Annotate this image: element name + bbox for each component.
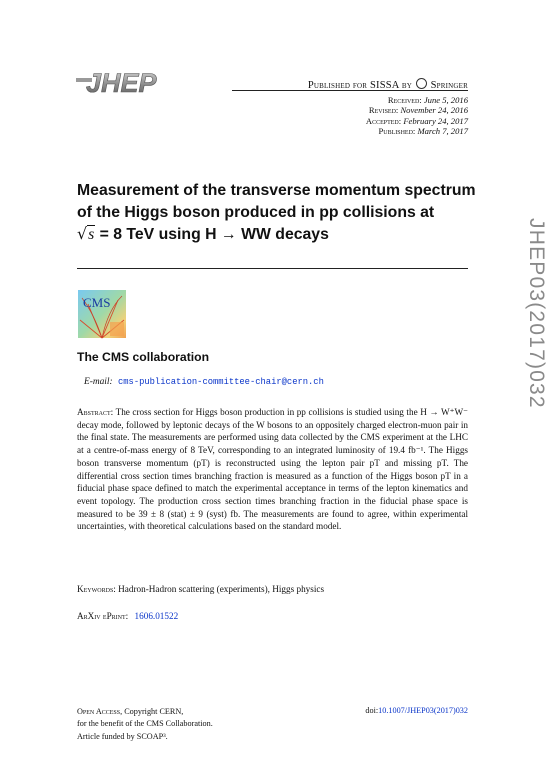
doi-prefix: doi: — [365, 706, 379, 715]
arxiv-label: ArXiv ePrint: — [77, 611, 129, 621]
author-collaboration: The CMS collaboration — [77, 350, 210, 364]
date-accepted: Accepted: February 24, 2017 — [365, 115, 468, 126]
arxiv-eprint — [77, 611, 178, 621]
title-rule — [77, 268, 468, 269]
keywords-text: Hadron-Hadron scattering (experiments), Higgs physics — [118, 584, 325, 594]
date-published: Published: March 7, 2017 — [378, 126, 468, 137]
title-line-1: Measurement of the transverse momentum spectrum — [77, 182, 476, 199]
abstract-text: The cross section for Higgs boson production in pp collisions is studied using the H → W⁺W⁻ decay mode, followed by leptonic decays of the W bosons to an oppositely charged electron-muon pair in the final state. The measurements are performed using data collected by the CMS experiment at the LHC at a centre-of-mass energy of 8 TeV, corresponding to an integrated luminosity of 19.4 fb⁻¹. The Higgs boson transverse momentum (pT) is reconstructed using the lepton pair pT and missing pT. The differential cross section times branching fraction is measured as a function of the Higgs boson pT in a fiducial phase space defined to match the experimental acceptance in terms of the lepton kinematics and event topology. The production cross section times branching fraction in the fiducial phase space is measured to be 39 ± 8 (stat) ± 9 (syst) fb. The measurements are found to agree, within experimental uncertainties, with theoretical calculations based on the standard model. — [77, 407, 468, 532]
publisher-prefix: Published for SISSA by — [307, 80, 412, 91]
jhep-logo — [76, 66, 156, 98]
publisher-name: Springer — [430, 80, 468, 91]
paper-title — [77, 180, 477, 246]
abstract — [77, 406, 468, 533]
footer-line-1: Open Access, Copyright CERN, — [77, 707, 184, 716]
jhep-logo-text: JHEP — [86, 68, 157, 98]
title-line-3 — [77, 223, 477, 246]
date-revised: Revised: November 24, 2016 — [368, 105, 468, 116]
cms-logo — [78, 290, 126, 338]
email-label: E-mail: — [84, 377, 113, 387]
arxiv-link[interactable]: 1606.01522 — [134, 611, 179, 621]
footer-line-2: for the benefit of the CMS Collaboration. — [77, 719, 213, 729]
footer-copyright — [77, 706, 213, 743]
contact-email — [84, 377, 324, 387]
email-link[interactable]: cms-publication-committee-chair@cern.ch — [117, 377, 324, 387]
title-line-3-rest: = 8 TeV using H → WW decays — [95, 226, 329, 243]
header-rule — [232, 90, 468, 91]
sqrt-symbol: √ — [77, 224, 88, 243]
publication-dates — [288, 95, 468, 137]
title-line-2: of the Higgs boson produced in pp collisions at — [77, 203, 435, 221]
footer-doi — [300, 706, 468, 715]
sqrt-argument: s — [88, 226, 95, 243]
keywords — [77, 584, 324, 594]
doi-link[interactable]: 10.1007/JHEP03(2017)032 — [378, 706, 468, 715]
abstract-label: Abstract: — [77, 407, 114, 417]
springer-horse-icon — [416, 78, 427, 89]
footer-line-3: Article funded by SCOAP³. — [77, 731, 168, 741]
side-stamp: JHEP03(2017)032 — [525, 218, 548, 409]
date-received: Received: June 5, 2016 — [387, 95, 468, 105]
cms-logo-text: CMS — [83, 295, 111, 310]
keywords-label: Keywords: — [77, 584, 116, 594]
